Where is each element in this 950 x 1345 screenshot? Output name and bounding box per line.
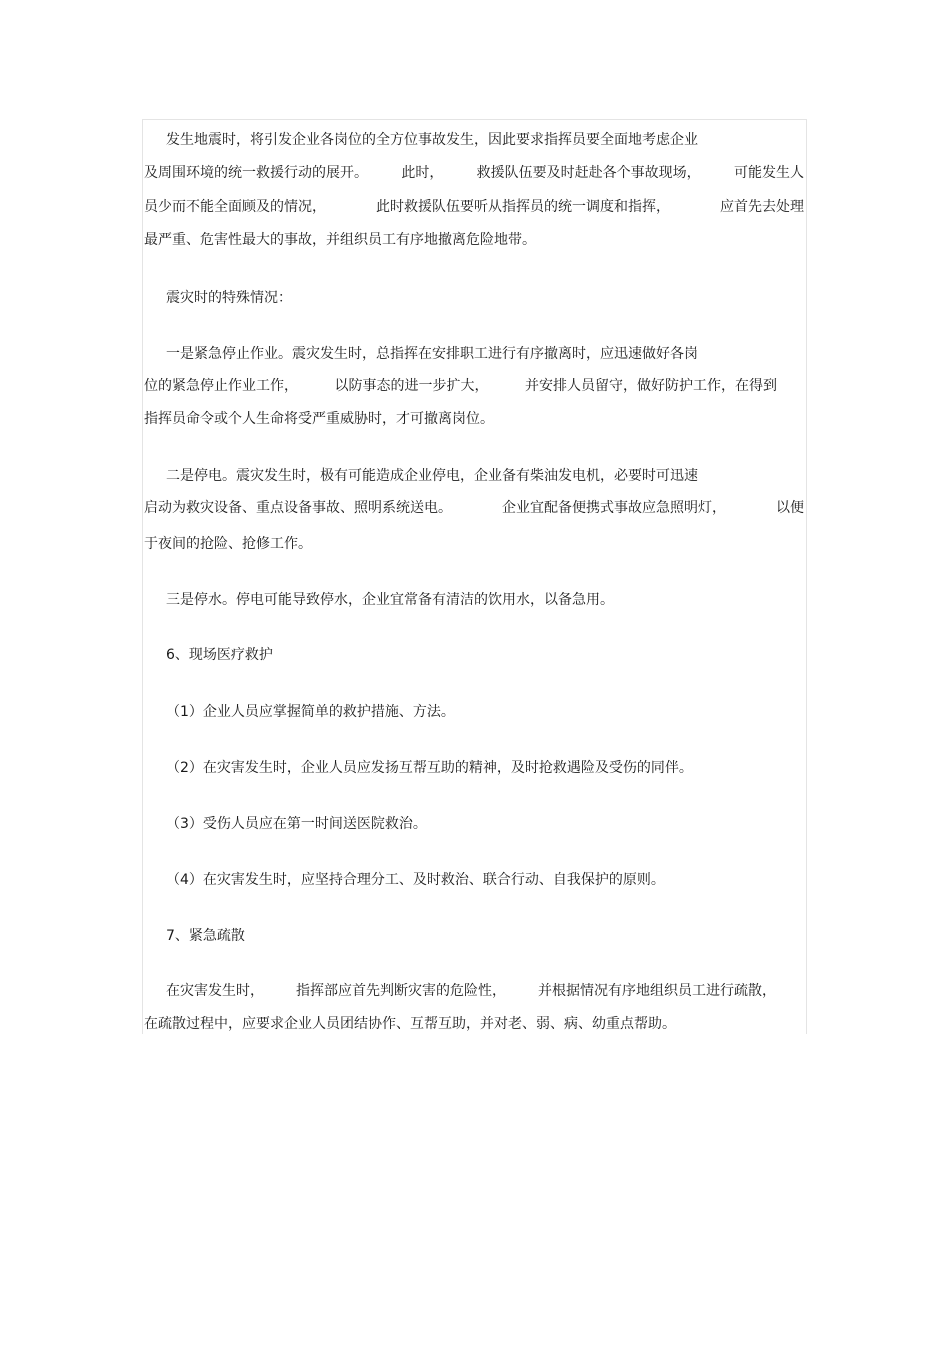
stop-work-line-2 — [144, 377, 777, 395]
text-run: 在灾害发生时， — [166, 983, 264, 999]
medical-item-2: （2）在灾害发生时，企业人员应发扬互帮互助的精神，及时抢救遇险及受伤的同伴。 — [166, 760, 693, 776]
evacuation-line-1 — [166, 982, 776, 1000]
earthquake-intro-line-2 — [144, 164, 804, 182]
earthquake-intro-line-4: 最严重、危害性最大的事故，并组织员工有序地撤离危险地带。 — [144, 232, 536, 248]
text-run: 指挥部应首先判断灾害的危险性， — [296, 983, 506, 999]
stop-work-line-1: 一是紧急停止作业。震灾发生时，总指挥在安排职工进行有序撤离时，应迅速做好各岗 — [166, 346, 698, 362]
text-run: 以防事态的进一步扩大， — [334, 378, 489, 394]
text-run: 启动为救灾设备、重点设备事故、照明系统送电。 — [144, 500, 452, 516]
medical-item-1: （1）企业人员应掌握简单的救护措施、方法。 — [166, 704, 455, 720]
text-run: 此时救援队伍要听从指挥员的统一调度和指挥， — [376, 199, 670, 215]
text-run: 并安排人员留守，做好防护工作，在得到 — [525, 378, 777, 394]
text-run: 员少而不能全面顾及的情况， — [144, 199, 326, 215]
text-run: 及周围环境的统一救援行动的展开。 — [144, 165, 368, 181]
earthquake-intro-line-3 — [144, 198, 804, 216]
evacuation-line-2: 在疏散过程中，应要求企业人员团结协作、互帮互助，并对老、弱、病、幼重点帮助。 — [144, 1016, 676, 1032]
section-7-heading: 7、紧急疏散 — [166, 928, 245, 944]
power-outage-line-3: 于夜间的抢险、抢修工作。 — [144, 536, 312, 552]
text-run: 此时， — [401, 165, 444, 181]
text-run: 并根据情况有序地组织员工进行疏散， — [538, 983, 776, 999]
text-run: 企业宜配备便携式事故应急照明灯， — [502, 500, 726, 516]
text-run: 救援队伍要及时赶赴各个事故现场， — [476, 165, 701, 181]
power-outage-line-1: 二是停电。震灾发生时，极有可能造成企业停电，企业备有柴油发电机，必要时可迅速 — [166, 468, 698, 484]
earthquake-intro-line-1: 发生地震时，将引发企业各岗位的全方位事故发生，因此要求指挥员要全面地考虑企业 — [166, 132, 698, 148]
text-run: 以便 — [776, 500, 804, 516]
page-content-frame — [142, 119, 807, 1034]
text-run: 应首先去处理 — [720, 199, 804, 215]
special-situations-heading: 震灾时的特殊情况： — [166, 290, 292, 306]
medical-item-4: （4）在灾害发生时，应坚持合理分工、及时救治、联合行动、自我保护的原则。 — [166, 872, 665, 888]
text-run: 可能发生人 — [733, 165, 804, 181]
section-6-heading: 6、现场医疗救护 — [166, 647, 273, 663]
text-run: 位的紧急停止作业工作， — [144, 378, 298, 394]
water-outage-paragraph: 三是停水。停电可能导致停水，企业宜常备有清洁的饮用水，以备急用。 — [166, 592, 614, 608]
medical-item-3: （3）受伤人员应在第一时间送医院救治。 — [166, 816, 427, 832]
stop-work-line-3: 指挥员命令或个人生命将受严重威胁时，才可撤离岗位。 — [144, 411, 494, 427]
power-outage-line-2 — [144, 499, 804, 517]
